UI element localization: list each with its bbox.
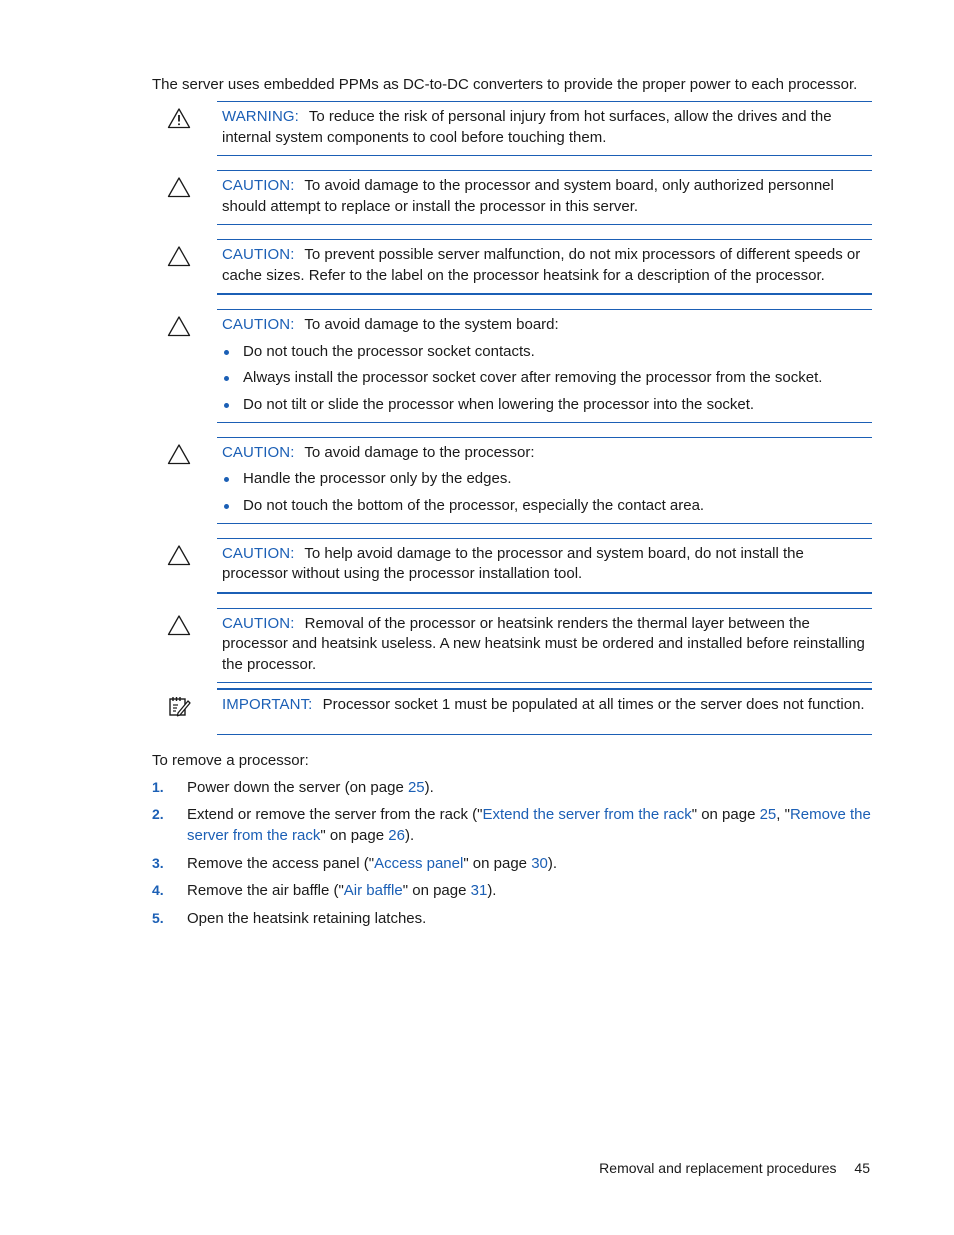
step-text: Power down the server (on page (187, 778, 408, 796)
notice-text: To avoid damage to the processor: (304, 443, 535, 461)
caution-notice (217, 239, 872, 295)
cross-reference-link[interactable]: 25 (759, 806, 777, 823)
step-text: Extend or remove the server from the rack (" (187, 806, 483, 823)
cross-reference-link[interactable]: 25 (407, 778, 425, 796)
cross-reference-link[interactable]: Access panel (374, 854, 464, 872)
list-item: Do not touch the bottom of the processor, especially the contact area. (222, 496, 868, 516)
procedure-step (152, 880, 872, 901)
cross-reference-link[interactable]: Extend the server from the rack (482, 806, 692, 823)
notice-label: IMPORTANT: (222, 696, 313, 713)
notice-label: CAUTION: (222, 177, 295, 194)
caution-icon (167, 614, 191, 636)
footer-section-title: Removal and replacement procedures (599, 1160, 837, 1176)
page-footer (599, 1158, 870, 1178)
cross-reference-link[interactable]: 26 (388, 827, 405, 844)
notice-label: CAUTION: (222, 443, 295, 461)
step-text: ). (424, 778, 434, 796)
cross-reference-link[interactable]: Remove the server from the rack (187, 806, 871, 844)
cross-reference-link[interactable]: 31 (470, 882, 488, 899)
notice-label: CAUTION: (222, 246, 295, 263)
caution-icon (167, 443, 191, 465)
list-item: Always install the processor socket cover after removing the processor from the socket. (222, 368, 868, 388)
notice-label: CAUTION: (222, 316, 295, 333)
procedure-step (152, 804, 872, 846)
page-number: 45 (854, 1160, 870, 1176)
step-text: " on page (691, 806, 760, 823)
procedure-step (152, 777, 872, 798)
notice-text: To avoid damage to the processor and system board, only authorized personnel should attempt to replace or install the processor in this server. (222, 177, 834, 215)
caution-icon (167, 245, 191, 267)
notice-text: Processor socket 1 must be populated at all times or the server does not function. (322, 696, 865, 713)
step-text: Open the heatsink retaining latches. (187, 909, 427, 927)
procedure-step (152, 853, 872, 874)
important-notice (217, 688, 872, 735)
step-text: Remove the access panel (" (187, 854, 375, 872)
notice-text: To avoid damage to the system board: (304, 316, 559, 333)
cross-reference-link[interactable]: Air baffle (343, 882, 403, 899)
step-number: 2. (152, 806, 164, 822)
step-text: ). (404, 827, 415, 844)
procedure-intro: To remove a processor: (152, 751, 309, 769)
step-text: " on page (402, 882, 471, 899)
step-text: Remove the air baffle (" (187, 882, 344, 899)
caution-notice (217, 608, 872, 684)
step-text: " on page (463, 854, 532, 872)
step-text: , " (776, 806, 790, 823)
bullet-list (222, 469, 868, 516)
step-text: ). (547, 854, 558, 872)
step-number: 3. (152, 854, 164, 871)
caution-notice (217, 170, 872, 225)
notice-text: To reduce the risk of personal injury from hot surfaces, allow the drives and the internal system components to cool before touching them. (222, 108, 832, 146)
notice-label: WARNING: (222, 108, 299, 125)
caution-icon (167, 176, 191, 198)
intro-paragraph: The server uses embedded PPMs as DC-to-DC converters to provide the proper power to each processor. (152, 76, 858, 93)
notice-label: CAUTION: (222, 614, 295, 632)
step-number: 5. (152, 909, 164, 926)
warning-notice (217, 101, 872, 156)
caution-notice (217, 437, 872, 524)
document-page (152, 74, 872, 935)
notice-text: To prevent possible server malfunction, do not mix processors of different speeds or cache sizes. Refer to the label on the processor heatsink for a description of the processor. (222, 246, 861, 284)
step-text: ). (487, 882, 497, 899)
bullet-list (222, 342, 868, 415)
list-item: Handle the processor only by the edges. (222, 469, 868, 489)
procedure-step (152, 908, 872, 929)
notice-text: Removal of the processor or heatsink renders the thermal layer between the processor and heatsink useless. A new heatsink must be ordered and installed before reinstalling the processor. (222, 614, 865, 673)
warning-icon (167, 107, 191, 129)
step-number: 4. (152, 882, 164, 898)
caution-icon (167, 315, 191, 337)
caution-notice (217, 538, 872, 594)
important-notepad-icon (167, 695, 191, 717)
caution-notice (217, 309, 872, 423)
cross-reference-link[interactable]: 30 (531, 854, 548, 872)
list-item: Do not tilt or slide the processor when lowering the processor into the socket. (222, 395, 868, 415)
notice-label: CAUTION: (222, 544, 295, 562)
list-item: Do not touch the processor socket contacts. (222, 342, 868, 362)
notice-text: To help avoid damage to the processor and system board, do not install the processor without using the processor installation tool. (222, 544, 804, 582)
caution-icon (167, 544, 191, 566)
step-number: 1. (152, 778, 164, 795)
step-text: " on page (320, 827, 389, 844)
procedure-steps (152, 777, 872, 929)
